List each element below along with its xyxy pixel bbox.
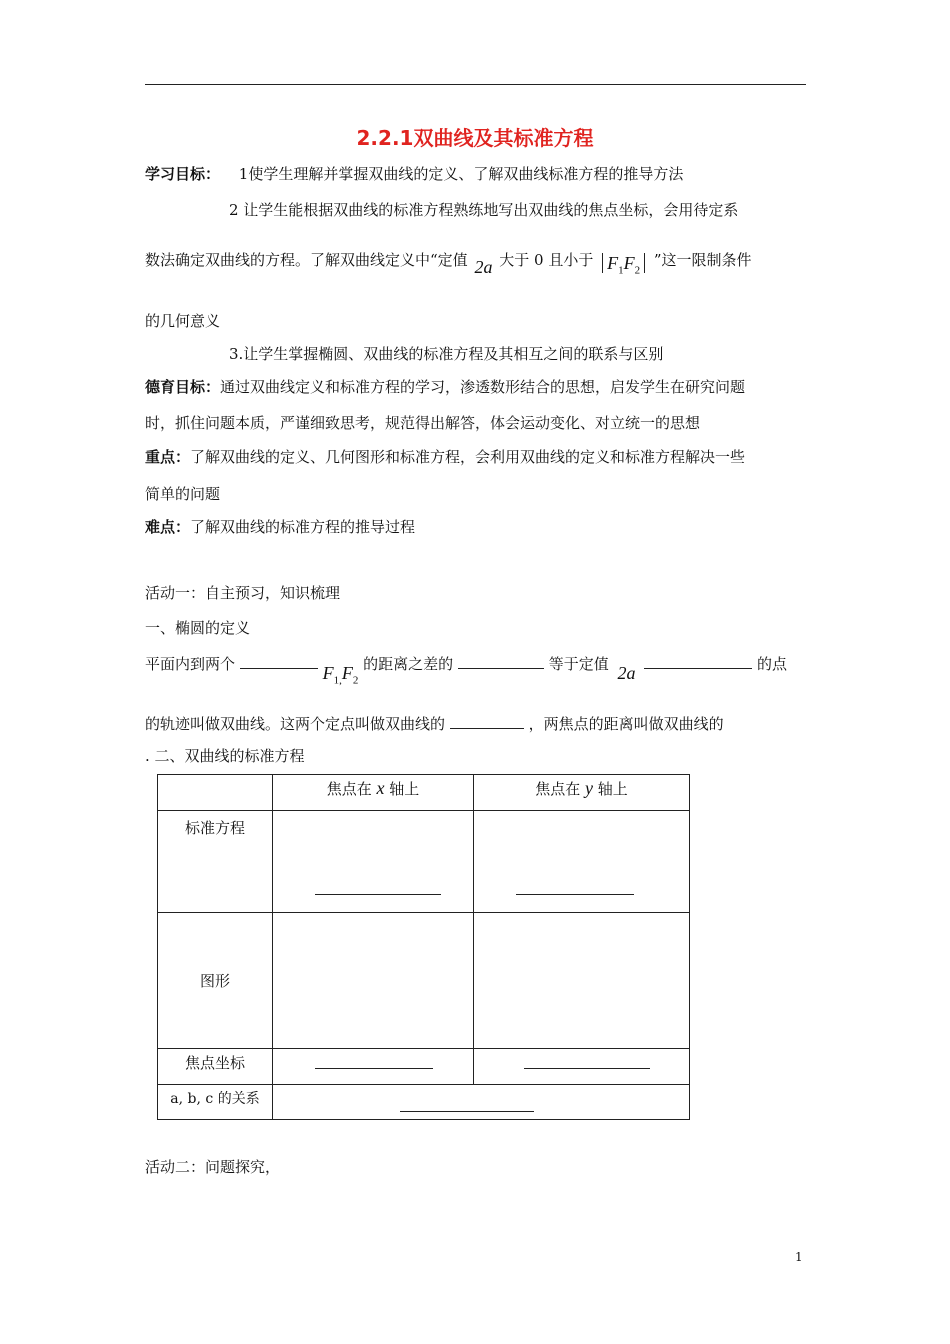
header-cell-x-axis [273, 775, 474, 811]
goals-item-2-line-2 [145, 249, 752, 277]
definition-line-2 [145, 713, 724, 734]
header-x-text-b: 轴上 [389, 780, 420, 798]
answer-line-equation-y[interactable] [516, 894, 634, 895]
math-2a-definition: 2a [617, 663, 636, 683]
goals-item-3: 3.让学生掌握椭圆、双曲线的标准方程及其相互之间的联系与区别 [229, 345, 664, 363]
cell-figure-y[interactable] [474, 913, 690, 1049]
moral-label: 德育目标： [145, 378, 221, 396]
row-label-relation: a, b, c 的关系 [170, 1091, 260, 1107]
standard-equation-table [157, 774, 690, 1120]
header-y-text-b: 轴上 [597, 780, 628, 798]
difficulty-label: 难点： [145, 518, 191, 536]
key-text-1: 了解双曲线的定义、几何图形和标准方程，会利用双曲线的定义和标准方程解决一些 [190, 448, 746, 466]
goals-item-2-text-c: ”这一限制条件 [653, 251, 752, 269]
definition-text-b: 的距离之差的 [363, 655, 454, 673]
math-y: y [585, 778, 593, 798]
row-label-focus: 焦点坐标 [184, 1054, 245, 1072]
moral-line-1 [145, 376, 745, 397]
header-x-text-a: 焦点在 [326, 780, 372, 798]
header-cell-y-axis [474, 775, 690, 811]
answer-line-focus-x[interactable] [315, 1068, 433, 1069]
header-y-text-a: 焦点在 [535, 780, 581, 798]
definition-text-d: 的点 [757, 655, 788, 673]
blank-condition[interactable] [644, 654, 752, 669]
page-title: 2.2.1双曲线及其标准方程 [356, 126, 594, 150]
cell-relation[interactable] [273, 1085, 690, 1120]
label-cell-focus [158, 1049, 273, 1085]
moral-line-2: 时，抓住问题本质，严谨细致思考，规范得出解答，体会运动变化、对立统一的思想 [145, 414, 701, 432]
cell-focus-x[interactable] [273, 1049, 474, 1085]
definition-text-c: 等于定值 [548, 655, 609, 673]
blank-fixed-points[interactable] [240, 654, 318, 669]
goals-item-2-text-a: 数法确定双曲线的方程。了解双曲线定义中“定值 [145, 251, 468, 269]
goals-item-1: 1使学生理解并掌握双曲线的定义、了解双曲线标准方程的推导方法 [238, 165, 684, 183]
section-1-heading: 一、椭圆的定义 [145, 619, 251, 637]
goals-item-2: 2 让学生能根据双曲线的标准方程熟练地写出双曲线的焦点坐标，会用待定系 [229, 201, 739, 219]
table-row-equation [158, 811, 690, 913]
activity-1-heading: 活动一：自主预习，知识梳理 [145, 584, 341, 602]
answer-line-relation[interactable] [400, 1111, 534, 1112]
math-f1f2: $F_1F_2$ [602, 253, 645, 273]
row-label-equation: 标准方程 [184, 819, 245, 837]
answer-line-focus-y[interactable] [524, 1068, 650, 1069]
definition-text-e: 的轨迹叫做双曲线。这两个定点叫做双曲线的 [145, 715, 446, 733]
goals-item-2-line-3: 的几何意义 [145, 312, 221, 330]
math-x: x [376, 778, 385, 798]
key-label: 重点： [145, 448, 191, 466]
goals-label: 学习目标： [145, 165, 221, 183]
row-label-figure: 图形 [199, 972, 230, 990]
page-number: 1 [795, 1250, 803, 1264]
math-2a: 2a [474, 257, 493, 277]
table-row-relation [158, 1085, 690, 1120]
blank-absolute-value[interactable] [458, 654, 544, 669]
difficulty-line [145, 516, 415, 537]
activity-2-heading: 活动二：问题探究， [145, 1158, 281, 1176]
answer-line-equation-x[interactable] [315, 894, 441, 895]
cell-equation-x[interactable] [273, 811, 474, 913]
table-header-row [158, 775, 690, 811]
blank-foci[interactable] [450, 714, 524, 729]
moral-text-1: 通过双曲线定义和标准方程的学习，渗透数形结合的思想，启发学生在研究问题 [220, 378, 746, 396]
cell-figure-x[interactable] [273, 913, 474, 1049]
table-row-focus [158, 1049, 690, 1085]
table-corner-cell [158, 775, 273, 811]
definition-line-1 [145, 653, 788, 687]
label-cell-relation [158, 1085, 273, 1120]
cell-focus-y[interactable] [474, 1049, 690, 1085]
key-line-1 [145, 446, 745, 467]
difficulty-text: 了解双曲线的标准方程的推导过程 [190, 518, 416, 536]
label-cell-equation [158, 811, 273, 913]
goals-item-2-text-b: 大于 0 且小于 [499, 251, 594, 269]
goals-line-1 [145, 163, 683, 184]
definition-text-f: ，两焦点的距离叫做双曲线的 [528, 715, 724, 733]
section-2-heading: . 二、双曲线的标准方程 [145, 747, 305, 765]
header-rule [145, 84, 806, 85]
label-cell-figure [158, 913, 273, 1049]
cell-equation-y[interactable] [474, 811, 690, 913]
table-row-figure [158, 913, 690, 1049]
math-f1-f2: $F_{1,}F_2$ [322, 663, 359, 687]
definition-text-a: 平面内到两个 [145, 655, 236, 673]
key-line-2: 简单的问题 [145, 485, 221, 503]
